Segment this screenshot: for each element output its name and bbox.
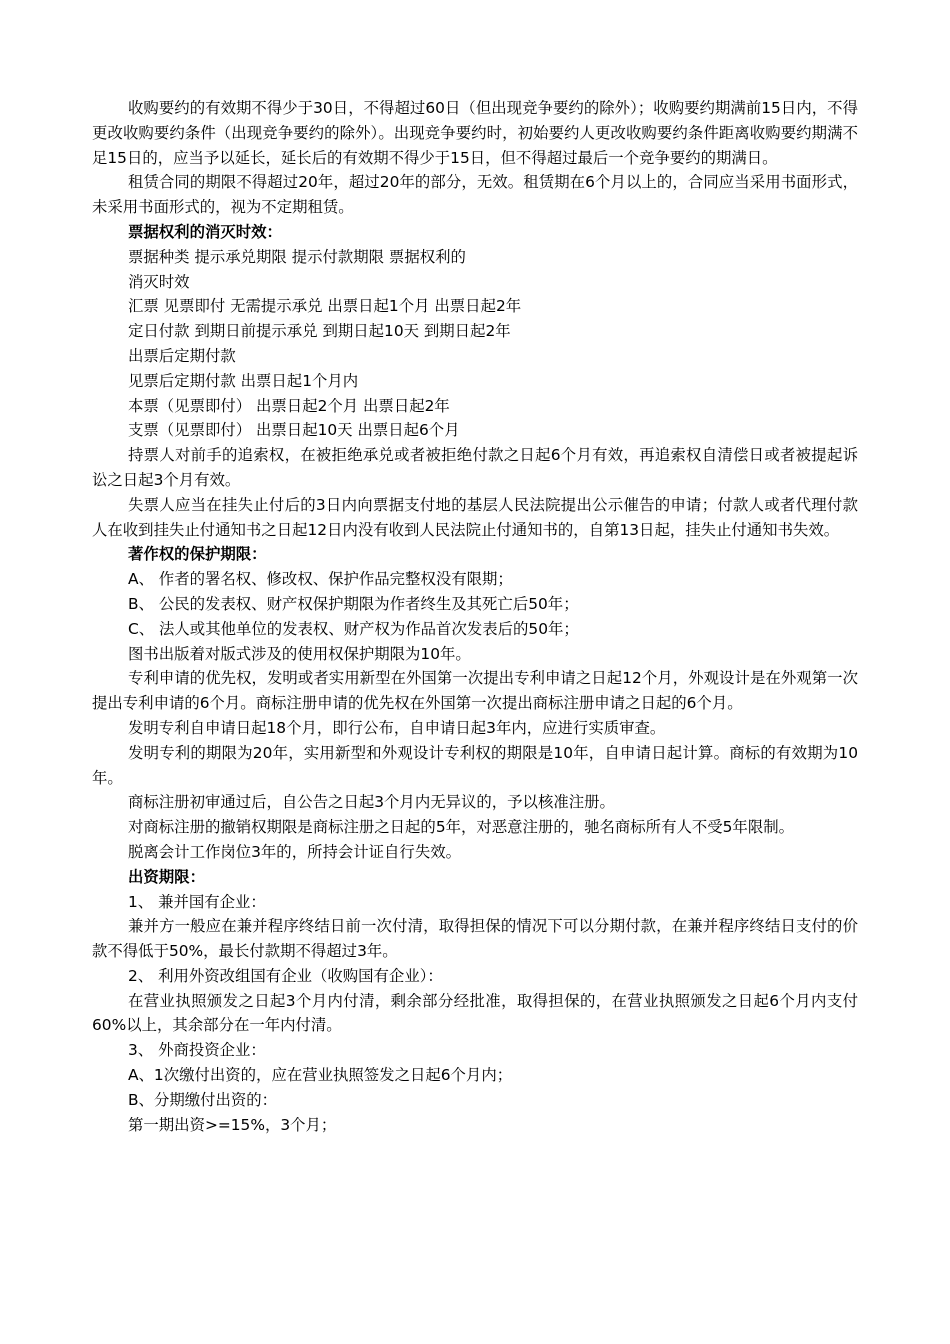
paragraph: 出票后定期付款	[128, 346, 236, 365]
paragraph: 图书出版着对版式涉及的使用权保护期限为10年。	[128, 644, 471, 663]
paragraph: 汇票 见票即付 无需提示承兑 出票日起1个月 出票日起2年	[128, 297, 522, 316]
list-item: C、 法人或其他单位的发表权、财产权为作品首次发表后的50年；	[128, 619, 579, 638]
paragraph: 本票（见票即付） 出票日起2个月 出票日起2年	[128, 396, 450, 415]
list-item: 2、 利用外资改组国有企业（收购国有企业）：	[128, 966, 443, 985]
paragraph: 商标注册初审通过后，自公告之日起3个月内无异议的，予以核准注册。	[128, 793, 615, 812]
paragraph: 对商标注册的撤销权期限是商标注册之日起的5年，对恶意注册的，驰名商标所有人不受5年限制。	[128, 818, 794, 837]
paragraph: 兼并方一般应在兼并程序终结日前一次付清，取得担保的情况下可以分期付款，在兼并程序终结日支付的价款不得低于50%，最长付款期不得超过3年。	[92, 917, 858, 961]
section-heading: 著作权的保护期限：	[128, 545, 267, 564]
section-heading: 票据权利的消灭时效：	[128, 222, 282, 241]
paragraph: 在营业执照颁发之日起3个月内付清，剩余部分经批准，取得担保的，在营业执照颁发之日起6个月内支付60%以上，其余部分在一年内付清。	[92, 991, 858, 1035]
paragraph: 第一期出资>=15%，3个月；	[128, 1115, 337, 1134]
list-item: 3、 外商投资企业：	[128, 1041, 266, 1060]
paragraph: 定日付款 到期日前提示承兑 到期日起10天 到期日起2年	[128, 322, 511, 341]
list-item: A、1次缴付出资的，应在营业执照签发之日起6个月内；	[128, 1066, 513, 1085]
paragraph: 发明专利的期限为20年，实用新型和外观设计专利权的期限是10年，自申请日起计算。商标的有效期为10年。	[92, 743, 858, 787]
list-item: B、 公民的发表权、财产权保护期限为作者终生及其死亡后50年；	[128, 594, 579, 613]
list-item: A、 作者的署名权、修改权、保护作品完整权没有限期；	[128, 570, 513, 589]
paragraph: 支票（见票即付） 出票日起10天 出票日起6个月	[128, 421, 460, 440]
paragraph: 持票人对前手的追索权，在被拒绝承兑或者被拒绝付款之日起6个月有效，再追索权自清偿日或者被提起诉讼之日起3个月有效。	[92, 446, 858, 489]
paragraph: 脱离会计工作岗位3年的，所持会计证自行失效。	[128, 842, 461, 861]
paragraph: 票据种类 提示承兑期限 提示付款期限 票据权利的	[128, 247, 466, 266]
paragraph: 失票人应当在挂失止付后的3日内向票据支付地的基层人民法院提出公示催告的申请；付款人或者代理付款人在收到挂失止付通知书之日起12日内没有收到人民法院止付通知书的，自第13日起，挂失止付通知书失效。	[92, 495, 858, 539]
section-heading: 出资期限：	[128, 867, 205, 886]
list-item: 1、 兼并国有企业：	[128, 892, 266, 911]
paragraph: 消灭时效	[128, 272, 190, 291]
paragraph: 收购要约的有效期不得少于30日，不得超过60日（但出现竞争要约的除外）；收购要约期满前15日内，不得更改收购要约条件（出现竞争要约的除外）。出现竞争要约时，初始要约人更改收购要约条件距离收购要约期满不足15日的，应当予以延长，延长后的有效期不得少于15日，但不得超过最后一个竞争要约的期满日。	[92, 99, 858, 167]
list-item: B、分期缴付出资的：	[128, 1090, 278, 1109]
paragraph: 专利申请的优先权，发明或者实用新型在外国第一次提出专利申请之日起12个月，外观设计是在外观第一次提出专利申请的6个月。商标注册申请的优先权在外国第一次提出商标注册申请之日起的6个月。	[92, 669, 858, 713]
paragraph: 发明专利自申请日起18个月，即行公布，自申请日起3年内，应进行实质审查。	[128, 718, 666, 737]
paragraph: 见票后定期付款 出票日起1个月内	[128, 371, 359, 390]
paragraph: 租赁合同的期限不得超过20年，超过20年的部分，无效。租赁期在6个月以上的，合同应当采用书面形式，未采用书面形式的，视为不定期租赁。	[92, 173, 858, 217]
